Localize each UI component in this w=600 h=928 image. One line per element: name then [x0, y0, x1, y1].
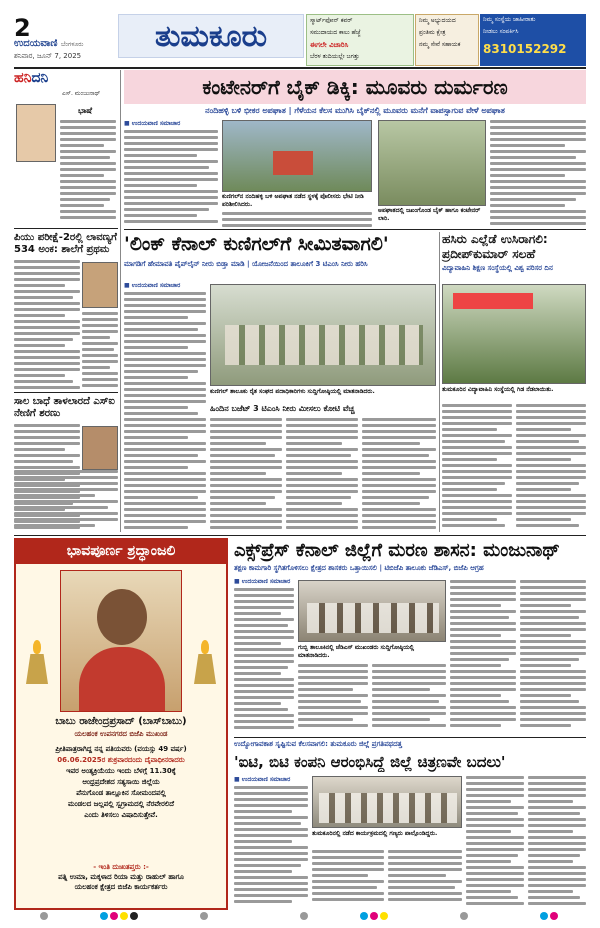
express-body-col5 [520, 580, 586, 734]
print-registration-marks [0, 912, 600, 922]
city-title: ತುಮಕೂರು [118, 14, 304, 58]
group-people-shape [225, 325, 423, 365]
jds-meeting-photo [298, 580, 446, 642]
stage-guests-shape [319, 793, 457, 823]
left-column-divider [120, 70, 121, 532]
reg-dot [380, 912, 388, 920]
ad3-line2: ನೀಡಲು ಸಂಪರ್ಕಿಸಿ [483, 28, 519, 35]
left-story2-body2 [14, 470, 118, 532]
lamp-icon-left [22, 640, 52, 700]
express-body-col4 [450, 580, 516, 734]
tribute-foot-2: ಯಲಹಂಕ ಕ್ಷೇತ್ರದ ಬಿಜೆಪಿ ಕಾರ್ಯಕರ್ತರು [74, 883, 168, 891]
tribute-line6: ಎಂದು ತಿಳಿಸಲು ವಿಷಾದಿಸುತ್ತೇವೆ. [84, 811, 158, 819]
canal-body-col3 [286, 418, 358, 532]
ad2-line1: ನಿಮ್ಮ ಅಭ್ಯುದಯದ [419, 17, 456, 24]
tribute-date: 06.06.2025ರ ಶುಕ್ರವಾರದಂದು ದೈವಾಧೀನರಾದರು [57, 756, 185, 764]
column-logo [14, 70, 118, 86]
officer-photo [82, 426, 118, 470]
tribute-line3: ಆಂಧ್ರಪ್ರದೇಶದ ಸತ್ಯಸಾಯಿ ಜಿಲ್ಲೆಯ [82, 778, 160, 786]
tribute-photo [60, 570, 182, 712]
left-story1-body2 [82, 312, 118, 390]
canal-body-col4 [362, 418, 436, 532]
canal-bureau: ■ ಉದಯವಾಣಿ ಸಮಾಚಾರ [124, 282, 181, 289]
container-truck-shape [273, 151, 313, 175]
paper-name [14, 38, 83, 49]
paper-name-text: ಉದಯವಾಣಿ [14, 38, 58, 49]
it-headline: 'ಐಟಿ, ಬಿಟಿ ಕಂಪನಿ ಆರಂಭಿಸಿದ್ದೆ ಜಿಲ್ಲೆ ಚಿತ್ರಣವೇ ಬದಲು' [234, 753, 506, 771]
dateline: ಶನಿವಾರ, ಜೂನ್ 7, 2025 [14, 52, 82, 60]
tribute-foot-1: ಪತ್ನಿ ಉಮಾ, ಮಕ್ಕಳಾದ ರಿಯಾ ಮತ್ತು ರಾಹುಲ್ ಹಾಗೂ [58, 873, 184, 881]
tribute-body [20, 744, 222, 821]
ad3-line1: ನಿಮ್ಮ ಸಂಸ್ಥೆಯ ಜಾಹೀರಾತು [483, 16, 536, 23]
tribute-name: ಬಾಬು ರಾಜೇಂದ್ರಪ್ರಸಾದ್ (ಬಾಸ್‌ಬಾಬು) [55, 716, 187, 727]
tribute-line5: ಮಂಡಲದ ಜಲ್ಲಪಲ್ಲಿ ಸ್ವಗ್ರಾಮದಲ್ಲಿ ನೆರವೇರಲಿದೆ [67, 800, 175, 808]
express-caption: ಗುಬ್ಬಿ ತಾಲೂಕಿನಲ್ಲಿ ಜೆಡಿಎಸ್ ಮುಖಂಡರು ಸುದ್ದಿಗೋಷ್ಠಿಯಲ್ಲಿ ಮಾತನಾಡಿದರು. [298, 644, 415, 659]
it-body-col2 [312, 850, 384, 908]
leaders-row-shape [307, 603, 439, 633]
it-body-col4 [466, 776, 524, 908]
lead-headline: ಕಂಟೇನರ್‌ಗೆ ಬೈಕ್ ಡಿಕ್ಕಿ: ಮೂವರು ದುರ್ಮರಣ [124, 70, 586, 104]
tribute-line4: ಪೆನುಗೊಂಡ ತಾಲ್ಲೂಕಿನ ಸೋಮಂದಪಲ್ಲಿ [76, 789, 166, 797]
lead-caption-1: ಕುಣಿಗಲ್‌ನ ನಂದಿಹಳ್ಳಿ ಬಳಿ ಅಪಘಾತ ನಡೆದ ಸ್ಥಳಕ್ಕೆ ಪೊಲೀಸರು ಭೇಟಿ ನೀಡಿ ಪರಿಶೀಲಿಸಿದರು. [222, 193, 364, 208]
ad1-line2: ಸಮುದಾಯದ ಕಾಲು ಹೆಜ್ಜೆ [310, 29, 361, 36]
logo-b: ದನಿ [31, 70, 49, 86]
lead-bureau: ■ ಉದಯವಾಣಿ ಸಮಾಚಾರ [124, 120, 181, 127]
column-title: ಭಾಷೆ [78, 106, 93, 115]
portrait-shirt-shape [79, 647, 165, 712]
top-ad-phone [306, 14, 414, 66]
left-story1-body [14, 260, 80, 390]
mid-page-rule [14, 535, 586, 536]
it-body-col5 [528, 776, 586, 908]
canal-subhead: ಮಾಗಡಿಗೆ ಹೇಮಾವತಿ ಪೈಪ್‌ಲೈನ್ ನೀರು ಬಿಡ್ತಾ ಮಾಡಿ | ಯೋಜನೆಯಿಂದ ತಾಲೂಕಿಗೆ 3 ಟಿಎಂಸಿ ನೀರು ಹರಿಸಿ [124, 260, 368, 268]
reg-dot [100, 912, 108, 920]
tribute-header: ಭಾವಪೂರ್ಣ ಶ್ರದ್ಧಾಂಜಲಿ [14, 538, 228, 564]
lead-bottom-rule [124, 229, 586, 230]
it-event-photo [312, 776, 462, 828]
reg-dot [370, 912, 378, 920]
reg-dot [120, 912, 128, 920]
masthead-rule [14, 67, 586, 69]
ad1-red: ಈಗಲೇ ವಿಚಾರಿಸಿ [310, 41, 349, 49]
reg-dot [300, 912, 308, 920]
reg-dot [360, 912, 368, 920]
green-caption: ತುಮಕೂರಿನ ವಿದ್ಯಾವಾಹಿನಿ ಸಂಸ್ಥೆಯಲ್ಲಿ ಗಿಡ ನೆಡಲಾಯಿತು. [442, 386, 554, 393]
tribute-footer [20, 862, 222, 892]
reg-dot [540, 912, 548, 920]
left-story1-headline: ಪಿಯು ಪರೀಕ್ಷೆ-2ರಲ್ಲಿ ಲಾವಣ್ಯಗೆ 534 ಅಂಕ: ಶಾಲೆಗೆ ಪ್ರಥಮ [14, 232, 117, 255]
lamp-icon-right [190, 640, 220, 700]
lead-subhead: ನಂದಿಹಳ್ಳಿ ಬಳಿ ಭೀಕರ ಅಪಘಾತ | ಗೆಳೆಯನ ಕೆಲಸ ಮುಗಿಸಿ ಬೈಕ್‌ನಲ್ಲಿ ಮೂವರು ಮನೆಗೆ ವಾಪಸ್ಸಾಗುವ ವೇಳೆ ಅಪಘಾತ [205, 106, 505, 115]
express-body-col1 [234, 588, 294, 734]
it-caption: ತುಮಕೂರಿನಲ್ಲಿ ನಡೆದ ಕಾರ್ಯಕ್ರಮದಲ್ಲಿ ಗಣ್ಯರು ಪಾಲ್ಗೊಂಡಿದ್ದರು. [312, 830, 438, 837]
express-bureau: ■ ಉದಯವಾಣಿ ಸಮಾಚಾರ [234, 578, 291, 585]
tribute-line2: ಇವರ ಅಂತ್ಯಕ್ರಿಯೆಯು ಇಂದು ಬೆಳಗ್ಗೆ 11.30ಕ್ಕೆ [66, 767, 176, 775]
lead-body-col1 [124, 130, 218, 226]
lead-body-col2 [222, 212, 372, 228]
portrait-head-shape [97, 589, 147, 645]
top-ad-contact [480, 14, 586, 66]
farmers-meeting-photo [210, 284, 436, 386]
it-bureau: ■ ಉದಯವಾಣಿ ಸಮಾಚಾರ [234, 776, 291, 783]
page-number: 2 [14, 14, 31, 42]
canal-headline: 'ಲಿಂಕ್ ಕೆನಾಲ್ ಕುಣಿಗಲ್‌ಗೆ ಸೀಮಿತವಾಗಲಿ' [124, 233, 389, 255]
paper-tag: ಬೆಂಗಳೂರು [60, 41, 84, 48]
green-headline: ಹಸಿರು ಎಲ್ಲೆಡೆ ಉಸಿರಾಗಲಿ: ಪ್ರದೀಪ್‌ಕುಮಾರ್ ಸಲಹೆ [442, 232, 548, 261]
column-author: ಎಸ್. ಮಂಜುನಾಥ್ [62, 90, 101, 97]
accident-scene-photo [222, 120, 372, 192]
column-author-photo [16, 104, 56, 162]
reg-dot [460, 912, 468, 920]
reg-dot [550, 912, 558, 920]
column-poem [60, 120, 116, 226]
logo-a: ಹನಿ [14, 70, 32, 86]
tribute-foot-title: - ಇಂತಿ ದುಃಖತಪ್ತರು :- [93, 863, 149, 871]
express-body-col2 [298, 664, 368, 734]
it-body-col3 [388, 850, 462, 908]
reg-dot [40, 912, 48, 920]
express-bottom-rule [234, 737, 586, 738]
canal-caption: ಕುಣಿಗಲ್ ತಾಲೂಕು ರೈತ ಸಂಘದ ಪದಾಧಿಕಾರಿಗಳು ಸುದ್ದಿಗೋಷ್ಠಿಯಲ್ಲಿ ಮಾತನಾಡಿದರು. [210, 388, 375, 395]
student-photo [82, 262, 118, 308]
reg-dot [130, 912, 138, 920]
ad1-line1: ಸ್ಮಾರ್ಟ್‌ಫೋನ್ ಕವರ್ [310, 17, 353, 24]
left-rule-2 [14, 392, 118, 393]
canal-body-col1 [124, 292, 206, 532]
ad1-line3: ಬೆರಳ ತುದಿಯಲ್ಲೇ ಜಗತ್ತು [310, 53, 360, 60]
tree-planting-photo [442, 284, 586, 384]
top-ad-service [415, 14, 479, 66]
green-subhead: ವಿದ್ಯಾವಾಹಿನಿ ಶಿಕ್ಷಣ ಸಂಸ್ಥೆಯಲ್ಲಿ ವಿಶ್ವ ಪರಿಸರ ದಿನ [442, 264, 553, 272]
reg-dot [200, 912, 208, 920]
ad2-line3: ನಮ್ಮ ಸೇವೆ ಸಹಾಯಕ [419, 41, 461, 48]
tribute-line1: ಪ್ರೀತಿಪಾತ್ರರಾಗಿದ್ದ ನನ್ನ ಪತಿಯವರು (ವಯಸ್ಸು 49 ವರ್ಷ) [55, 745, 187, 753]
express-subhead: ತಕ್ಷಣ ಕಾಮಗಾರಿ ಸ್ಥಗಿತಗೊಳಿಸಲು ಕ್ಷೇತ್ರದ ಶಾಸಕರು ಒತ್ತಾಯಿಸಲಿ | ಟಿಬಿಜೆಪಿ ತಾಲೂಕು ಜೆಡಿಎಸ್, ಬಿಜೆಪಿ ಆಗ್ರಹ [234, 564, 484, 572]
it-body-col1 [234, 786, 308, 908]
reg-dot [110, 912, 118, 920]
canal-body-col2 [210, 418, 282, 532]
ad3-phone: 8310152292 [483, 42, 567, 56]
green-body-col1 [442, 404, 512, 532]
canal-inner-headline: ಹಿಂದಿನ ಬಜೆಟ್ 3 ಟಿಎಂಸಿ ನೀರು ಮೀಸಲು ಕೋಟಿ ವೆಚ್ಚ [210, 404, 355, 413]
green-body-col2 [516, 404, 586, 532]
ad2-line2: ಪ್ರಂತಿಮ ಕ್ಷೇತ್ರ [419, 29, 446, 36]
lead-body-col3 [490, 120, 586, 228]
lead-caption-2: ಅಪಘಾತದಲ್ಲಿ ಜಖಂಗೊಂಡ ಬೈಕ್ ಹಾಗೂ ಕಂಟೇನರ್ ಲಾರಿ. [378, 207, 481, 222]
left-story2-headline: ಸಾಲ ಬಾಧೆ ತಾಳಲಾರದೆ ಎಸ್ಐ ನೇಣಿಗೆ ಶರಣು [14, 396, 115, 419]
express-body-col3 [372, 664, 446, 734]
left-rule-1 [14, 228, 118, 229]
express-headline: ಎಕ್ಸ್‌ಪ್ರೆಸ್ ಕೆನಾಲ್ ಜಿಲ್ಲೆಗೆ ಮರಣ ಶಾಸನ: ಮಂಜುನಾಥ್ [234, 540, 560, 561]
tribute-role: ಯಲಹಂಕ ಉಪನಗರದ ಬಿಜೆಪಿ ಮುಖಂಡ [74, 730, 168, 738]
canal-green-divider [439, 232, 440, 532]
it-tagline: ಉದ್ಯೋಗಾವಕಾಶ ಸೃಷ್ಟಿಸುವ ಕೆಲಸವಾಗಲಿ: ತುಮಕೂರು ಜಿಲ್ಲೆ ಪ್ರಗತಿಪಥದತ್ತ [234, 740, 402, 748]
banner-shape [453, 293, 533, 309]
bike-wreck-photo [378, 120, 486, 206]
